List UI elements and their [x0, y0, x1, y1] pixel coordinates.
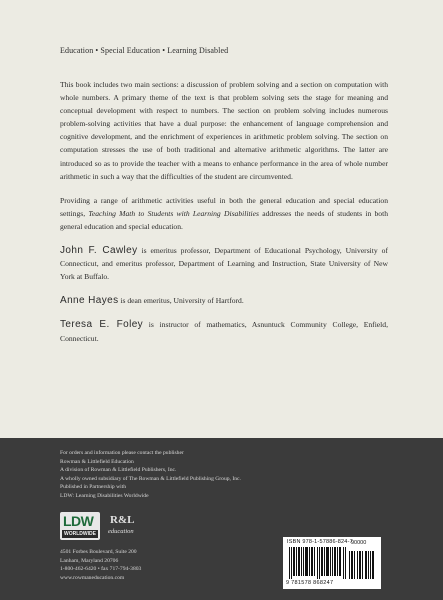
author-name-cawley: John F. Cawley [60, 245, 138, 257]
ldw-logo [60, 512, 100, 540]
publisher-info [60, 449, 241, 501]
author-bio-foley [60, 318, 388, 344]
author-bio-hayes [60, 294, 388, 307]
ldw-logo-text: LDW [63, 513, 94, 529]
isbn-label: ISBN 978-1-57886-824-7 [287, 539, 353, 545]
author-bio-text-foley: is instructor of mathematics, Asnuntuck Community College, Enfield, Connecticut. [60, 320, 388, 343]
isbn-barcode [283, 537, 381, 589]
publisher-line: A wholly owned subsidiary of The Rowman & Littlefield Publishing Group, Inc. [60, 475, 241, 482]
publisher-address [60, 548, 141, 582]
publisher-footer [0, 438, 443, 600]
addon-barcode-bars [349, 547, 375, 579]
book-blurb [60, 78, 388, 356]
blurb-p2-tail: addresses the needs of students in both general education and special education. [60, 208, 388, 231]
author-bio-text-cawley: is emeritus professor, Department of Educational Psychology, University of Connecticut, and emeritus professor, Department of Learning and Instruction, State University of New York at Buffalo. [60, 246, 388, 282]
publisher-logos [60, 512, 150, 542]
address-line: www.rowmaneducation.com [60, 574, 125, 581]
blurb-p2-lead: Providing a range of arithmetic activities useful in both the general education and special education settings, [60, 195, 388, 218]
ean-barcode-bars [289, 547, 347, 579]
subject-categories: Education • Special Education • Learning Disabled [60, 46, 229, 55]
rl-logo-mark: R&L [110, 514, 135, 526]
book-title: Teaching Math to Students with Learning Disabilities [88, 208, 259, 218]
rl-logo-word: education [108, 528, 134, 535]
address-line: Lanham, Maryland 20706 [60, 557, 119, 564]
publisher-line: A division of Rowman & Littlefield Publishers, Inc. [60, 467, 177, 474]
publisher-line: LDW: Learning Disabilities Worldwide [60, 492, 149, 499]
publisher-line: Published in Partnership with [60, 484, 127, 491]
author-bio-text-hayes: is dean emeritus, University of Hartford. [118, 296, 244, 306]
addon-digits: 90000 [351, 540, 367, 546]
ldw-logo-subtext: WORLDWIDE [62, 530, 98, 538]
ean-digits: 9 781578 868247 [286, 580, 334, 586]
blurb-paragraph-2 [60, 194, 388, 233]
address-line: 1-800-462-6420 • fax 717-794-3803 [60, 566, 142, 573]
address-line: 4501 Forbes Boulevard, Suite 200 [60, 549, 137, 555]
author-name-foley: Teresa E. Foley [60, 319, 144, 331]
author-bio-cawley [60, 244, 388, 283]
rl-education-logo [106, 512, 140, 540]
author-name-hayes: Anne Hayes [60, 295, 119, 307]
blurb-paragraph-1: This book includes two main sections: a discussion of problem solving and a section on computation with whole numbers. A primary theme of the text is that problem solving sets the stage for meaning and conceptual development with respect to numbers. The section on problem solving includes numerous problem-solving activities that have a dual purpose: the enhancement of language comprehension and cognitive development, and the enrichment of experiences in arithmetic problem solving. The section on computation stresses the use of both traditional and alternative arithmetic algorithms. The latter are introduced so as to provide the teacher with a means to enhance performance in the area of whole number arithmetic in such a way that the difficulties of the student are circumvented. [60, 80, 388, 181]
publisher-line: For orders and information please contact the publisher [60, 450, 184, 456]
publisher-line: Rowman & Littlefield Education [60, 458, 134, 465]
